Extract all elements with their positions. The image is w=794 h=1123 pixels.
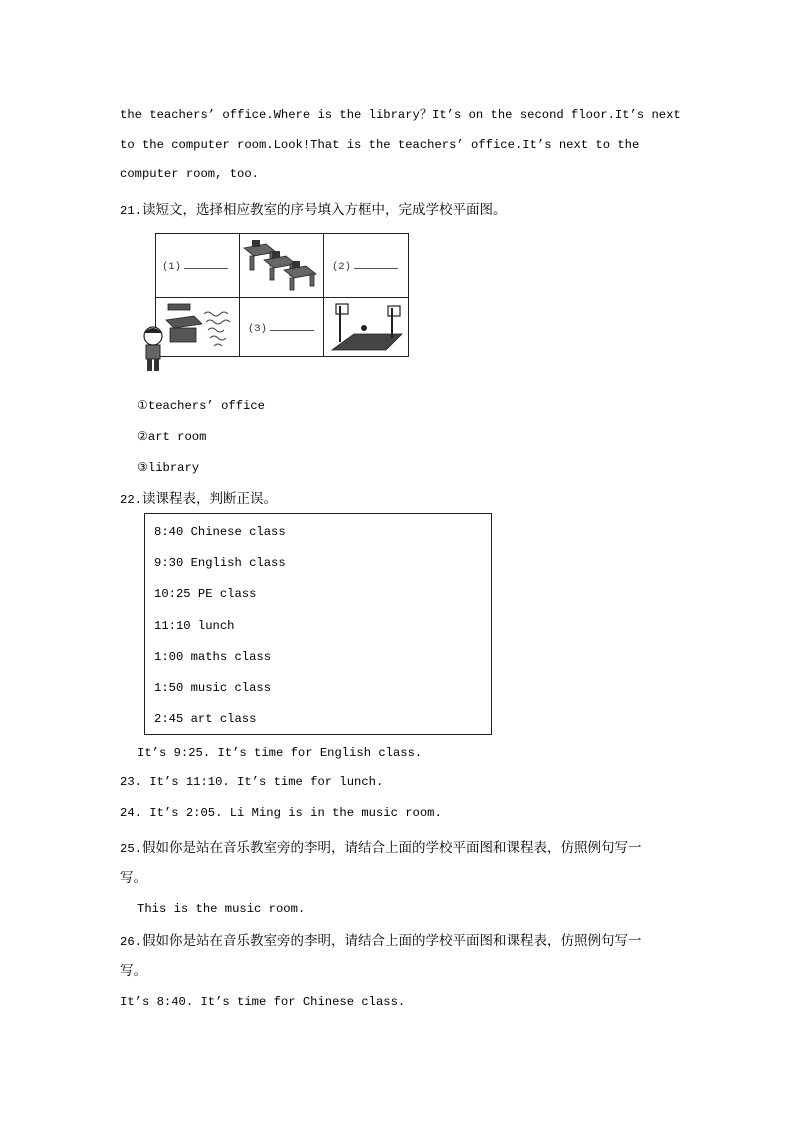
question-26-example: It’s 8:40. It’s time for Chinese class.: [120, 995, 406, 1009]
music-room-icon: [156, 298, 239, 356]
basketball-court-icon: [324, 298, 408, 356]
timetable-row: 10:25 PE class: [154, 587, 257, 601]
question-26-prompt-line-2: 写。: [120, 963, 147, 979]
timetable-row: 1:50 music class: [154, 681, 272, 695]
floor-plan-cell-3: [240, 298, 323, 356]
question-21-heading: [120, 198, 506, 218]
option-3: ③library: [137, 461, 200, 475]
computer-room-picture: [240, 234, 323, 297]
question-22-heading: [120, 487, 277, 507]
question-23: 23. It’s 11:10. It’s time for lunch.: [120, 775, 384, 789]
question-25-heading: [120, 836, 641, 856]
question-25-prompt-line-1: 假如你是站在音乐教室旁的李明，请结合上面的学校平面图和课程表，仿照例句写一: [141, 840, 642, 856]
passage-line-1: the teachers’ office.Where is the library？It’s on the second floor.It’s next: [120, 108, 681, 122]
passage-line-2: to the computer room.Look!That is the teachers’ office.It’s next to the: [120, 138, 640, 152]
question-22-statement: It’s 9:25. It’s time for English class.: [137, 746, 423, 760]
question-26-prompt-line-1: 假如你是站在音乐教室旁的李明，请结合上面的学校平面图和课程表，仿照例句写一: [141, 933, 642, 949]
question-24: 24. It’s 2:05. Li Ming is in the music room.: [120, 806, 442, 820]
timetable-row: 2:45 art class: [154, 712, 257, 726]
passage-line-3: computer room, too.: [120, 167, 259, 181]
question-22-prompt: 读课程表，判断正误。: [141, 491, 277, 507]
music-room-picture: [156, 298, 239, 356]
boy-figure-icon: [138, 324, 168, 376]
option-1: ①teachers’ office: [137, 399, 265, 413]
question-26-heading: [120, 929, 641, 949]
timetable-box: [144, 513, 492, 735]
cell-1-label: (1): [162, 261, 228, 273]
timetable-row: 11:10 lunch: [154, 619, 235, 633]
question-25-prompt-line-2: 写。: [120, 870, 147, 886]
floor-plan-cell-1: [156, 234, 239, 297]
school-floor-plan: [155, 233, 409, 357]
timetable-row: 9:30 English class: [154, 556, 286, 570]
question-21-number: 21.: [120, 204, 142, 218]
timetable-row: 8:40 Chinese class: [154, 525, 286, 539]
option-2: ②art room: [137, 430, 207, 444]
cell-3-label: (3): [248, 323, 314, 335]
question-25-example: This is the music room.: [137, 902, 306, 916]
timetable-row: 1:00 maths class: [154, 650, 272, 664]
question-26-number: 26.: [120, 935, 142, 949]
question-25-number: 25.: [120, 842, 142, 856]
cell-2-label: (2): [332, 261, 398, 273]
question-22-number: 22.: [120, 493, 142, 507]
question-21-prompt: 读短文，选择相应教室的序号填入方框中，完成学校平面图。: [141, 202, 507, 218]
floor-plan-cell-2: [324, 234, 408, 297]
computer-room-icon: [240, 234, 323, 297]
playground-picture: [324, 298, 408, 356]
